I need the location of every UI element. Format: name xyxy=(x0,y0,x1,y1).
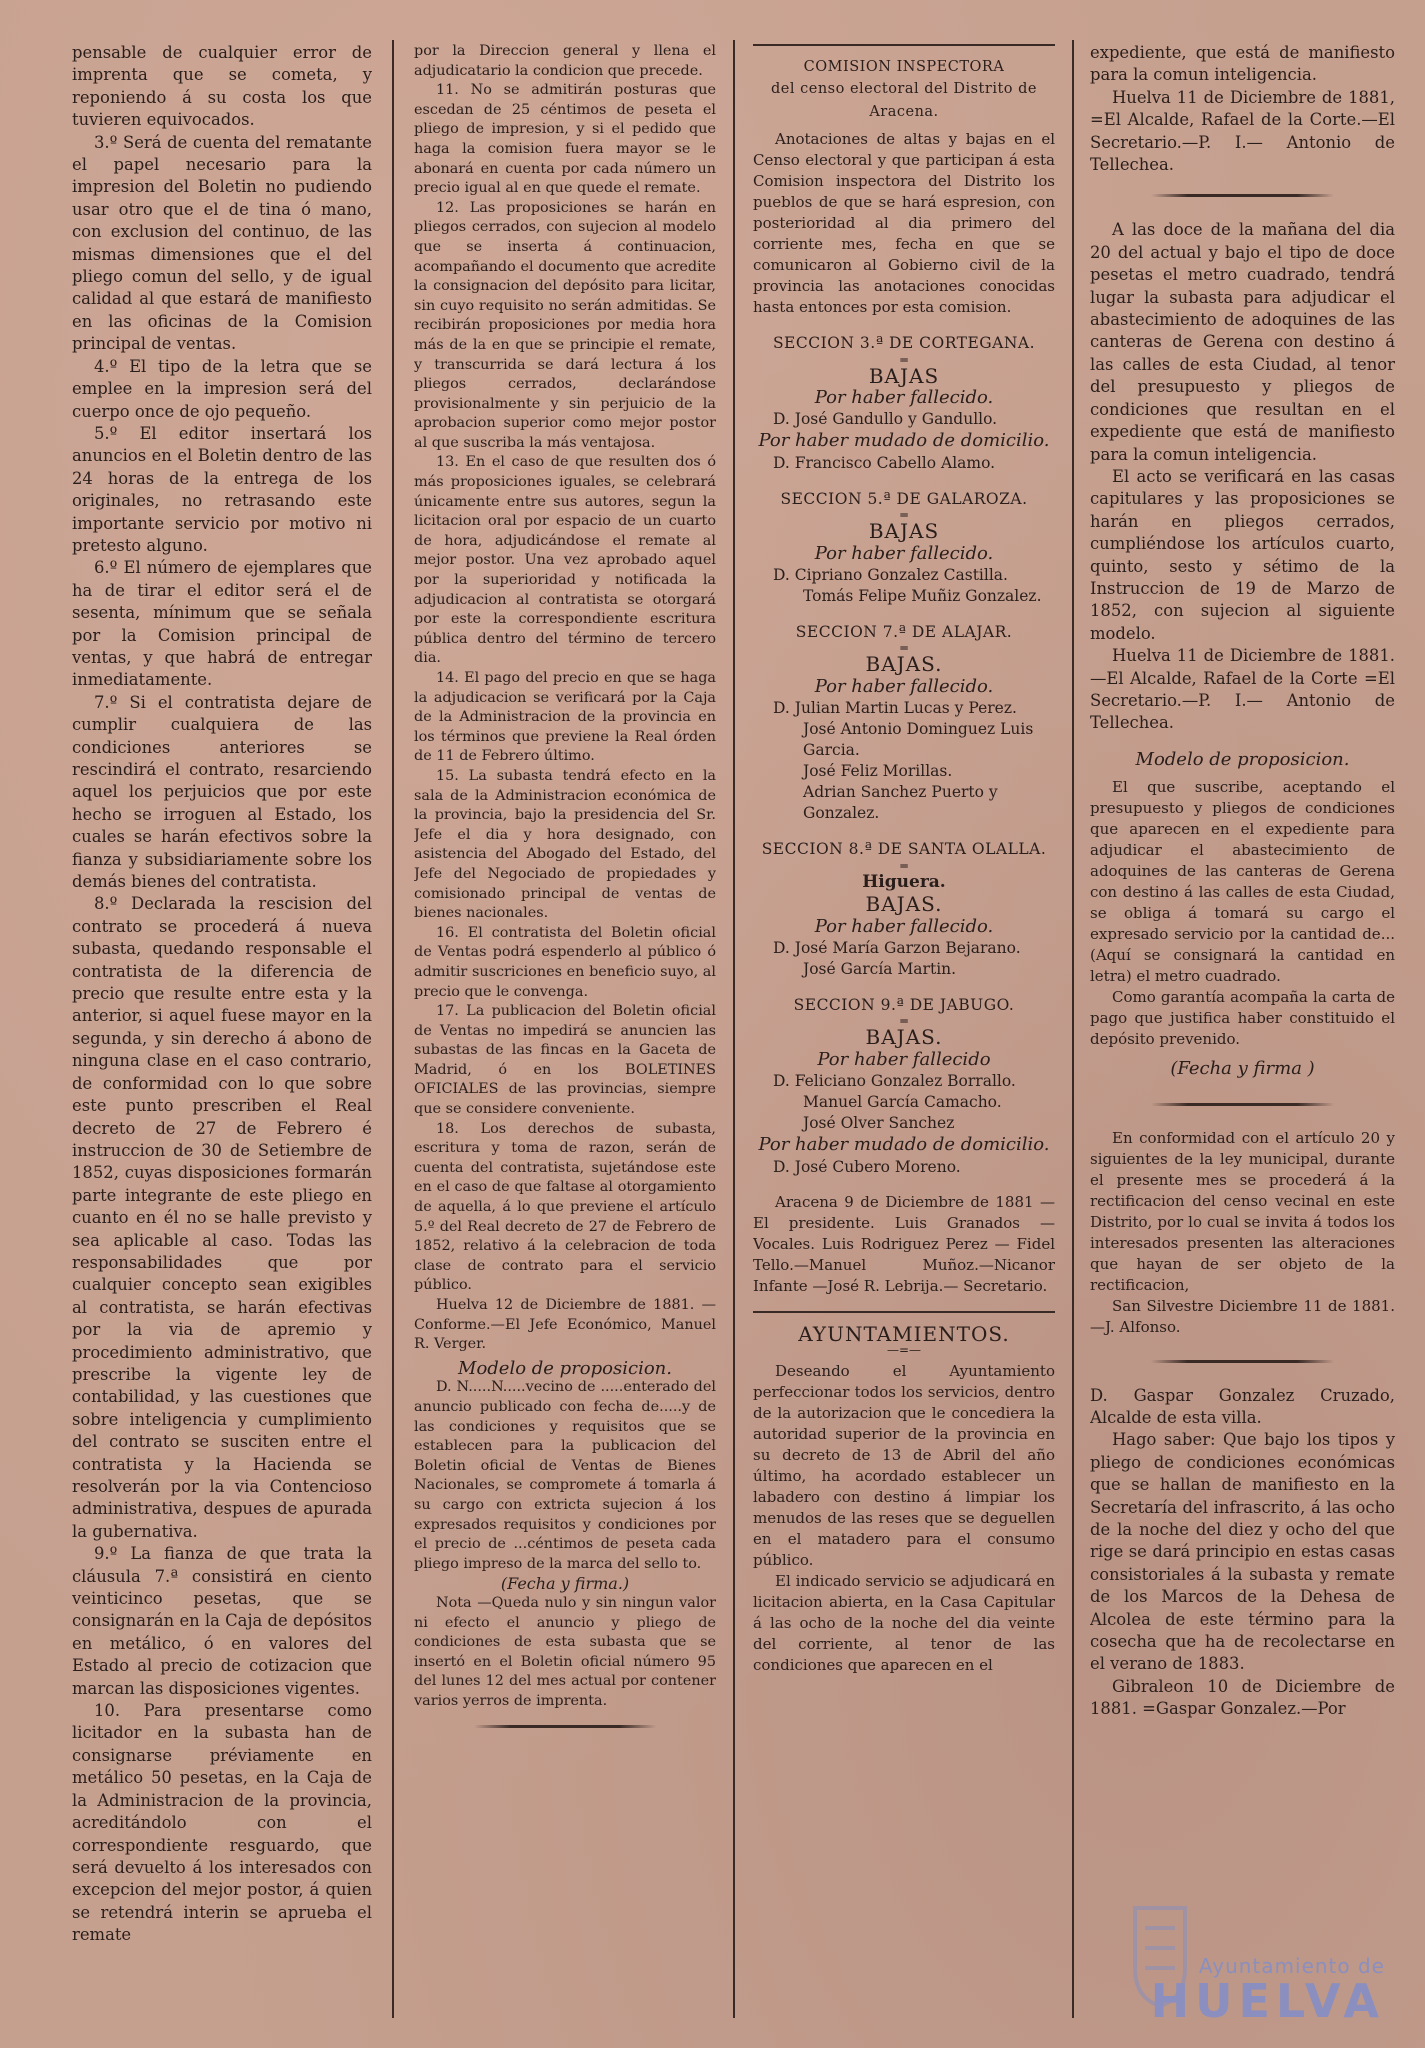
name-list xyxy=(753,409,1055,430)
list-item: Manuel García Camacho. xyxy=(803,1093,1002,1112)
ornament: ═ xyxy=(900,858,908,873)
model-text: Como garantía acompaña la carta de pago que justifica haber constituido el depósito prevenido. xyxy=(1090,988,1395,1049)
list-item: José Antonio Dominguez Luis Garcia. xyxy=(803,720,1034,760)
bajas-heading: BAJAS. xyxy=(865,892,943,917)
name-list xyxy=(753,1071,1055,1134)
notice-heading: D. Gaspar Gonzalez Cruzado, Alcalde de esta villa. xyxy=(1090,1385,1395,1427)
signature-paragraph: Gibraleon 10 de Diciembre de 1881. =Gaspar Gonzalez.—Por xyxy=(1090,1676,1395,1719)
watermark-text: Ayuntamiento de xyxy=(1198,1954,1385,1978)
paragraph: 8.º Declarada la rescision del contrato se procederá á nueva subasta, quedando responsable el contratista de la diferencia de precio que resulte entre esta y la anterior, si aquel fuese mayor en la segunda, y sin derecho á abono de ninguna clase en el caso contrario, de conformidad con lo que sobre este punto prescriben el Real decreto de 27 de Febrero é instruccion de 30 de Setiembre de 1852, cuyas disposiciones formarán parte integrante de este pliego en cuanto en él no se halle previsto y sea aplicable al caso. Todas las responsabilidades que por cualquier concepto sean exigibles al contratista, se harán efectivas por la via de apremio y procedimiento administrativo, que prescribe la vigente ley de contabilidad, y las cuestiones que sobre inteligencia y cumplimiento del contrato se susciten entre el contratista y la Hacienda se resolverán por la via Contencioso administrativa, despues de apurada la gubernativa. xyxy=(72,894,372,1541)
bajas-heading: BAJAS. xyxy=(865,652,943,677)
list-item: D. José Gandullo y Gandullo. xyxy=(773,410,998,429)
ornament: ═ xyxy=(900,1014,908,1029)
list-item: José García Martin. xyxy=(803,959,957,978)
paragraph: 17. La publicacion del Boletin oficial de Ventas no impedirá se anuncien las subastas de las fincas en la Gaceta de Madrid, ó en los BOLETINES OFICIALES de las provincias, siempre que se considere conveniente. xyxy=(414,1003,716,1118)
paragraph: 15. La subasta tendrá efecto en la sala de la Administracion económica de la provincia, bajo la presidencia del Sr. Jefe el dia y hora designado, con asistencia del Abogado del Estado, del Jefe del Negociado de propiedades y comisionado principal de ventas de bienes nacionales. xyxy=(414,767,716,922)
column-divider xyxy=(392,40,394,2018)
column-3 xyxy=(753,42,1055,2028)
section-title: SECCION 7.ª DE ALAJAR. xyxy=(795,623,1013,642)
list-item: D. Feliciano Gonzalez Borrallo. xyxy=(773,1072,1016,1091)
name-list xyxy=(753,1157,1055,1178)
rule xyxy=(1151,1103,1334,1106)
commission-intro: Anotaciones de altas y bajas en el Censo electoral y que participan á esta Comision inspectora del Distrito los pueblos de que se hará espresion, con posterioridad al dia primero del corriente mes, fecha en que se comunicaron al Gobierno civil de la provincia las anotaciones conocidas hasta entonces por esta comision. xyxy=(753,130,1055,317)
paragraph: A las doce de la mañana del dia 20 del actual y bajo el tipo de doce pesetas el metro cuadrado, tendrá lugar la subasta para adjudicar el abastecimiento de adoquines de las canteras de Gerena con destino á las calles de esta Ciudad, al tenor del presupuesto y pliegos de condiciones que resultan en el expediente que está de manifiesto para la comun inteligencia. xyxy=(1090,220,1395,464)
bajas-heading: BAJAS. xyxy=(865,1025,943,1050)
watermark-brand: HUELVA xyxy=(1150,1974,1385,2028)
paragraph: por la Direccion general y llena el adjudicatario la condicion que precede. xyxy=(414,43,716,79)
model-text: D. N.....N.....vecino de .....enterado del anuncio publicado con fecha de.....y de las condiciones y requisitos que se establecen para la publicacion del Boletin oficial de Ventas de Bienes Nacionales, se compromete á tomarla á su cargo con extricta sujecion á los expresados requisitos y condiciones por el precio de ...céntimos de peseta cada pliego impreso de la marca del sello to. xyxy=(414,1379,716,1572)
section-title: SECCION 9.ª DE JABUGO. xyxy=(793,995,1015,1014)
bajas-heading: BAJAS xyxy=(868,363,940,388)
place-name: Higuera. xyxy=(862,871,946,892)
paragraph: 13. En el caso de que resulten dos ó más proposiciones iguales, se celebrará únicamente entre sus autores, segun la licitacion oral por espacio de un cuarto de hora, adjudicándose el remate al mejor postor. Una vez aprobado aquel por la superioridad y notificada la adjudicacion al contratista se otorgará por este la correspondiente escritura pública dentro del término de tercero dia. xyxy=(414,454,716,667)
list-item: D. Cipriano Gonzalez Castilla. xyxy=(773,566,1008,585)
rule xyxy=(753,1311,1055,1313)
paragraph: El acto se verificará en las casas capitulares y las proposiciones se harán en pliegos cerrados, cumpliéndose los artículos cuarto, quinto, sesto y sétimo de la Instruccion de 19 de Marzo de 1852, con sujecion al siguiente modelo. xyxy=(1090,466,1395,643)
list-item: D. José Cubero Moreno. xyxy=(773,1157,961,1176)
list-item: Adrian Sanchez Puerto y Gonzalez. xyxy=(803,783,998,823)
model-title: Modelo de proposicion. xyxy=(458,1357,672,1379)
signature-paragraph: San Silvestre Diciembre 11 de 1881.—J. Alfonso. xyxy=(1090,1296,1395,1336)
paragraph: 3.º Será de cuenta del rematante el papel necesario para la impresion del Boletin no pudiendo usar otro que el de tina ó mano, con exclusion del continuo, de las mismas dimensiones que el del pliego comun del sello, y de igual calidad al que estará de manifiesto en las oficinas de la Comision principal de ventas. xyxy=(72,132,372,354)
reason-heading: Por haber mudado de domicilio. xyxy=(758,430,1050,452)
paragraph: 5.º El editor insertará los anuncios en el Boletin dentro de las 24 horas de la entrega de los originales, no retrasando este importante servicio por motivo ni pretesto alguno. xyxy=(72,423,372,555)
paragraph: 7.º Si el contratista dejare de cumplir cualquiera de las condiciones anteriores se rescindirá el contrato, resarciendo aquel los perjuicios que por este hecho se irroguen al Estado, los cuales se harán efectivos sobre la fianza y subsidiariamente sobre los demás bienes del contratista. xyxy=(72,692,372,892)
reason-heading: Por haber fallecido. xyxy=(814,675,994,697)
paragraph: expediente, que está de manifiesto para la comun inteligencia. xyxy=(1090,43,1395,85)
rule xyxy=(753,44,1055,46)
reason-heading: Por haber mudado de domicilio. xyxy=(758,1134,1050,1156)
paragraph: Deseando el Ayuntamiento perfeccionar todos los servicios, dentro de la autorizacion que le concediera la autoridad superior de la provincia en su decreto de 13 de Abril del año último, ha acordado establecer un labadero con destino á limpiar los menudos de las reses que se deguellen en el matadero para el consumo público. xyxy=(753,1361,1055,1569)
ornament: ═ xyxy=(900,641,908,656)
signature-paragraph: Huelva 12 de Diciembre de 1881. —Conforme.—El Jefe Económico, Manuel R. Verger. xyxy=(414,1297,716,1353)
commission-title: COMISION INSPECTORA xyxy=(803,59,1005,75)
list-item: José Olver Sanchez xyxy=(803,1114,955,1133)
rule xyxy=(1151,194,1334,197)
paragraph: 4.º El tipo de la letra que se emplee en la impresion será del cuerpo once de ojo pequeño. xyxy=(72,356,372,421)
signature-note: (Fecha y firma.) xyxy=(500,1574,630,1594)
signature-paragraph: Huelva 11 de Diciembre de 1881, =El Alcalde, Rafael de la Corte.—El Secretario.—P. I.— Antonio de Tellechea. xyxy=(1090,87,1395,175)
reason-heading: Por haber fallecido. xyxy=(814,542,994,564)
column-2 xyxy=(414,42,716,2028)
reason-heading: Por haber fallecido. xyxy=(814,387,994,409)
paragraph: 16. El contratista del Boletin oficial de Ventas podrá espenderlo al público ó admitir suscriciones en beneficio suyo, al precio que le convenga. xyxy=(414,924,716,1000)
paragraph: 6.º El número de ejemplares que ha de tirar el editor será el de sesenta, mínimum que se señala por la Comision principal de ventas, y que habrá de entregar inmediatamente. xyxy=(72,558,372,690)
model-title: Modelo de proposicion. xyxy=(1135,748,1350,770)
rule xyxy=(474,1725,655,1728)
paragraph: 9.º La fianza de que trata la cláusula 7.ª consistirá en ciento veinticinco pesetas, que se consignarán en la Caja de depósitos en metálico, ó en valores del Estado al precio de cotizacion que marcan las disposiciones vigentes. xyxy=(72,1544,372,1698)
name-list xyxy=(753,698,1055,824)
signature-paragraph: Huelva 11 de Diciembre de 1881. —El Alcalde, Rafael de la Corte =El Secretario.—P. I.— Antonio de Tellechea. xyxy=(1090,646,1395,733)
paragraph: 11. No se admitirán posturas que escedan de 25 céntimos de peseta el pliego de impresion, y si el pedido que haga la comision fuera mayor se le abonará en cuenta por cada número un precio igual al en que quede el remate. xyxy=(414,82,716,197)
paragraph: 10. Para presentarse como licitador en la subasta han de consignarse préviamente en metálico 50 pesetas, en la Caja de la Administracion de la provincia, acreditándolo con el correspondiente resguardo, que será devuelto á los interesados con excepcion del mejor postor, á quien se retendrá interin se aprueba el remate xyxy=(72,1701,372,1945)
signature-note: (Fecha y firma ) xyxy=(1170,1058,1315,1080)
name-list xyxy=(753,453,1055,474)
paragraph: pensable de cualquier error de imprenta que se cometa, y reponiendo á su costa los que tuvieren equivocados. xyxy=(72,43,372,130)
paragraph: Hago saber: Que bajo los tipos y pliego de condiciones económicas que se hallan de manifiesto en la Secretaría del infrascrito, á las ocho de la noche del diez y ocho del que rige se dará principio en estas casas consistoriales á la subasta y remate de los Marcos de la Dehesa de Alcolea de este término para la cosecha que ha de recolectarse en el verano de 1883. xyxy=(1090,1430,1395,1674)
ornament: ═ xyxy=(900,352,908,367)
section-heading-ayuntamientos: AYUNTAMIENTOS. xyxy=(798,1321,1010,1346)
name-list xyxy=(753,938,1055,980)
list-item: Tomás Felipe Muñiz Gonzalez. xyxy=(803,587,1042,606)
column-divider xyxy=(733,40,735,2018)
model-text: El que suscribe, aceptando el presupuesto y pliegos de condiciones que aparecen en el expediente para adjudicar el abastecimiento de adoquines de las canteras de Gerena con destino á las calles de esta Ciudad, se obliga á tomará su cargo el expresado servicio por la cantidad de...(Aquí se consignará la cantidad en letra) el metro cuadrado. xyxy=(1090,778,1395,986)
section-title: SECCION 5.ª DE GALAROZA. xyxy=(780,489,1028,508)
paragraph: 14. El pago del precio en que se haga la adjudicacion se verificará por la Caja de la Administracion de la provincia en los términos que previene la Real órden de 11 de Febrero último. xyxy=(414,670,716,765)
note-paragraph: Nota —Queda nulo y sin ningun valor ni efecto el anuncio y pliego de condiciones de esta subasta que se insertó en el Boletin oficial número 95 del lunes 12 del mes actual por contener varios yerros de imprenta. xyxy=(414,1594,716,1709)
list-item: D. Francisco Cabello Alamo. xyxy=(773,453,996,472)
paragraph: 18. Los derechos de subasta, escritura y toma de razon, serán de cuenta del contratista, sujetándose este en el caso de que faltase al otorgamiento de aquella, á lo que previene el artículo 5.º del Real decreto de 27 de Febrero de 1852, relativo á la celebracion de toda clase de contrato para el servicio público. xyxy=(414,1120,716,1294)
ornament: ═ xyxy=(900,508,908,523)
census-sections xyxy=(753,332,1055,1191)
column-4 xyxy=(1090,42,1395,2028)
section-title: SECCION 8.ª DE SANTA OLALLA. xyxy=(761,840,1047,859)
rule xyxy=(1151,1360,1334,1363)
closing-signature: Aracena 9 de Diciembre de 1881 —El presidente. Luis Granados — Vocales. Luis Rodriguez Perez — Fidel Tello.—Manuel Muñoz.—Nicanor Infante —José R. Lebrija.— Secretario. xyxy=(753,1192,1055,1295)
name-list xyxy=(753,565,1055,607)
reason-heading: Por haber fallecido. xyxy=(814,915,994,937)
commission-subtitle: del censo electoral del Distrito de Aracena. xyxy=(771,81,1037,120)
section-title: SECCION 3.ª DE CORTEGANA. xyxy=(772,334,1036,353)
list-item: D. Julian Martin Lucas y Perez. xyxy=(773,699,1017,718)
reason-heading: Por haber fallecido xyxy=(817,1048,991,1070)
ornament: —=— xyxy=(886,1342,922,1357)
list-item: D. José María Garzon Bejarano. xyxy=(773,938,1021,957)
column-1 xyxy=(72,42,372,2028)
list-item: José Feliz Morillas. xyxy=(803,762,953,781)
bajas-heading: BAJAS xyxy=(868,519,940,544)
paragraph: El indicado servicio se adjudicará en licitacion abierta, en la Casa Capitular á las ocho de la noche del dia veinte del corriente, al tenor de las condiciones que aparecen en el xyxy=(753,1571,1055,1674)
paragraph: 12. Las proposiciones se harán en pliegos cerrados, con sujecion al modelo que se inserta á continuacion, acompañando el documento que acredite la consignacion del depósito para licitar, sin cuyo requisito no serán admitidas. Se recibirán proposiciones por media hora más de la en que se principie el remate, y transcurrida se dará lectura á los pliegos cerrados, declarándose provisionalmente y sin perjuicio de la aprobacion superior como mejor postor al que suscriba la más ventajosa. xyxy=(414,199,716,451)
column-divider xyxy=(1072,40,1074,2018)
paragraph: En conformidad con el artículo 20 y siguientes de la ley municipal, durante el presente mes se procederá á la rectificacion del censo vecinal en este Distrito, por lo cual se invita á todos los interesados presenten las alteraciones que hayan de ser objeto de la rectificacion, xyxy=(1090,1128,1395,1294)
